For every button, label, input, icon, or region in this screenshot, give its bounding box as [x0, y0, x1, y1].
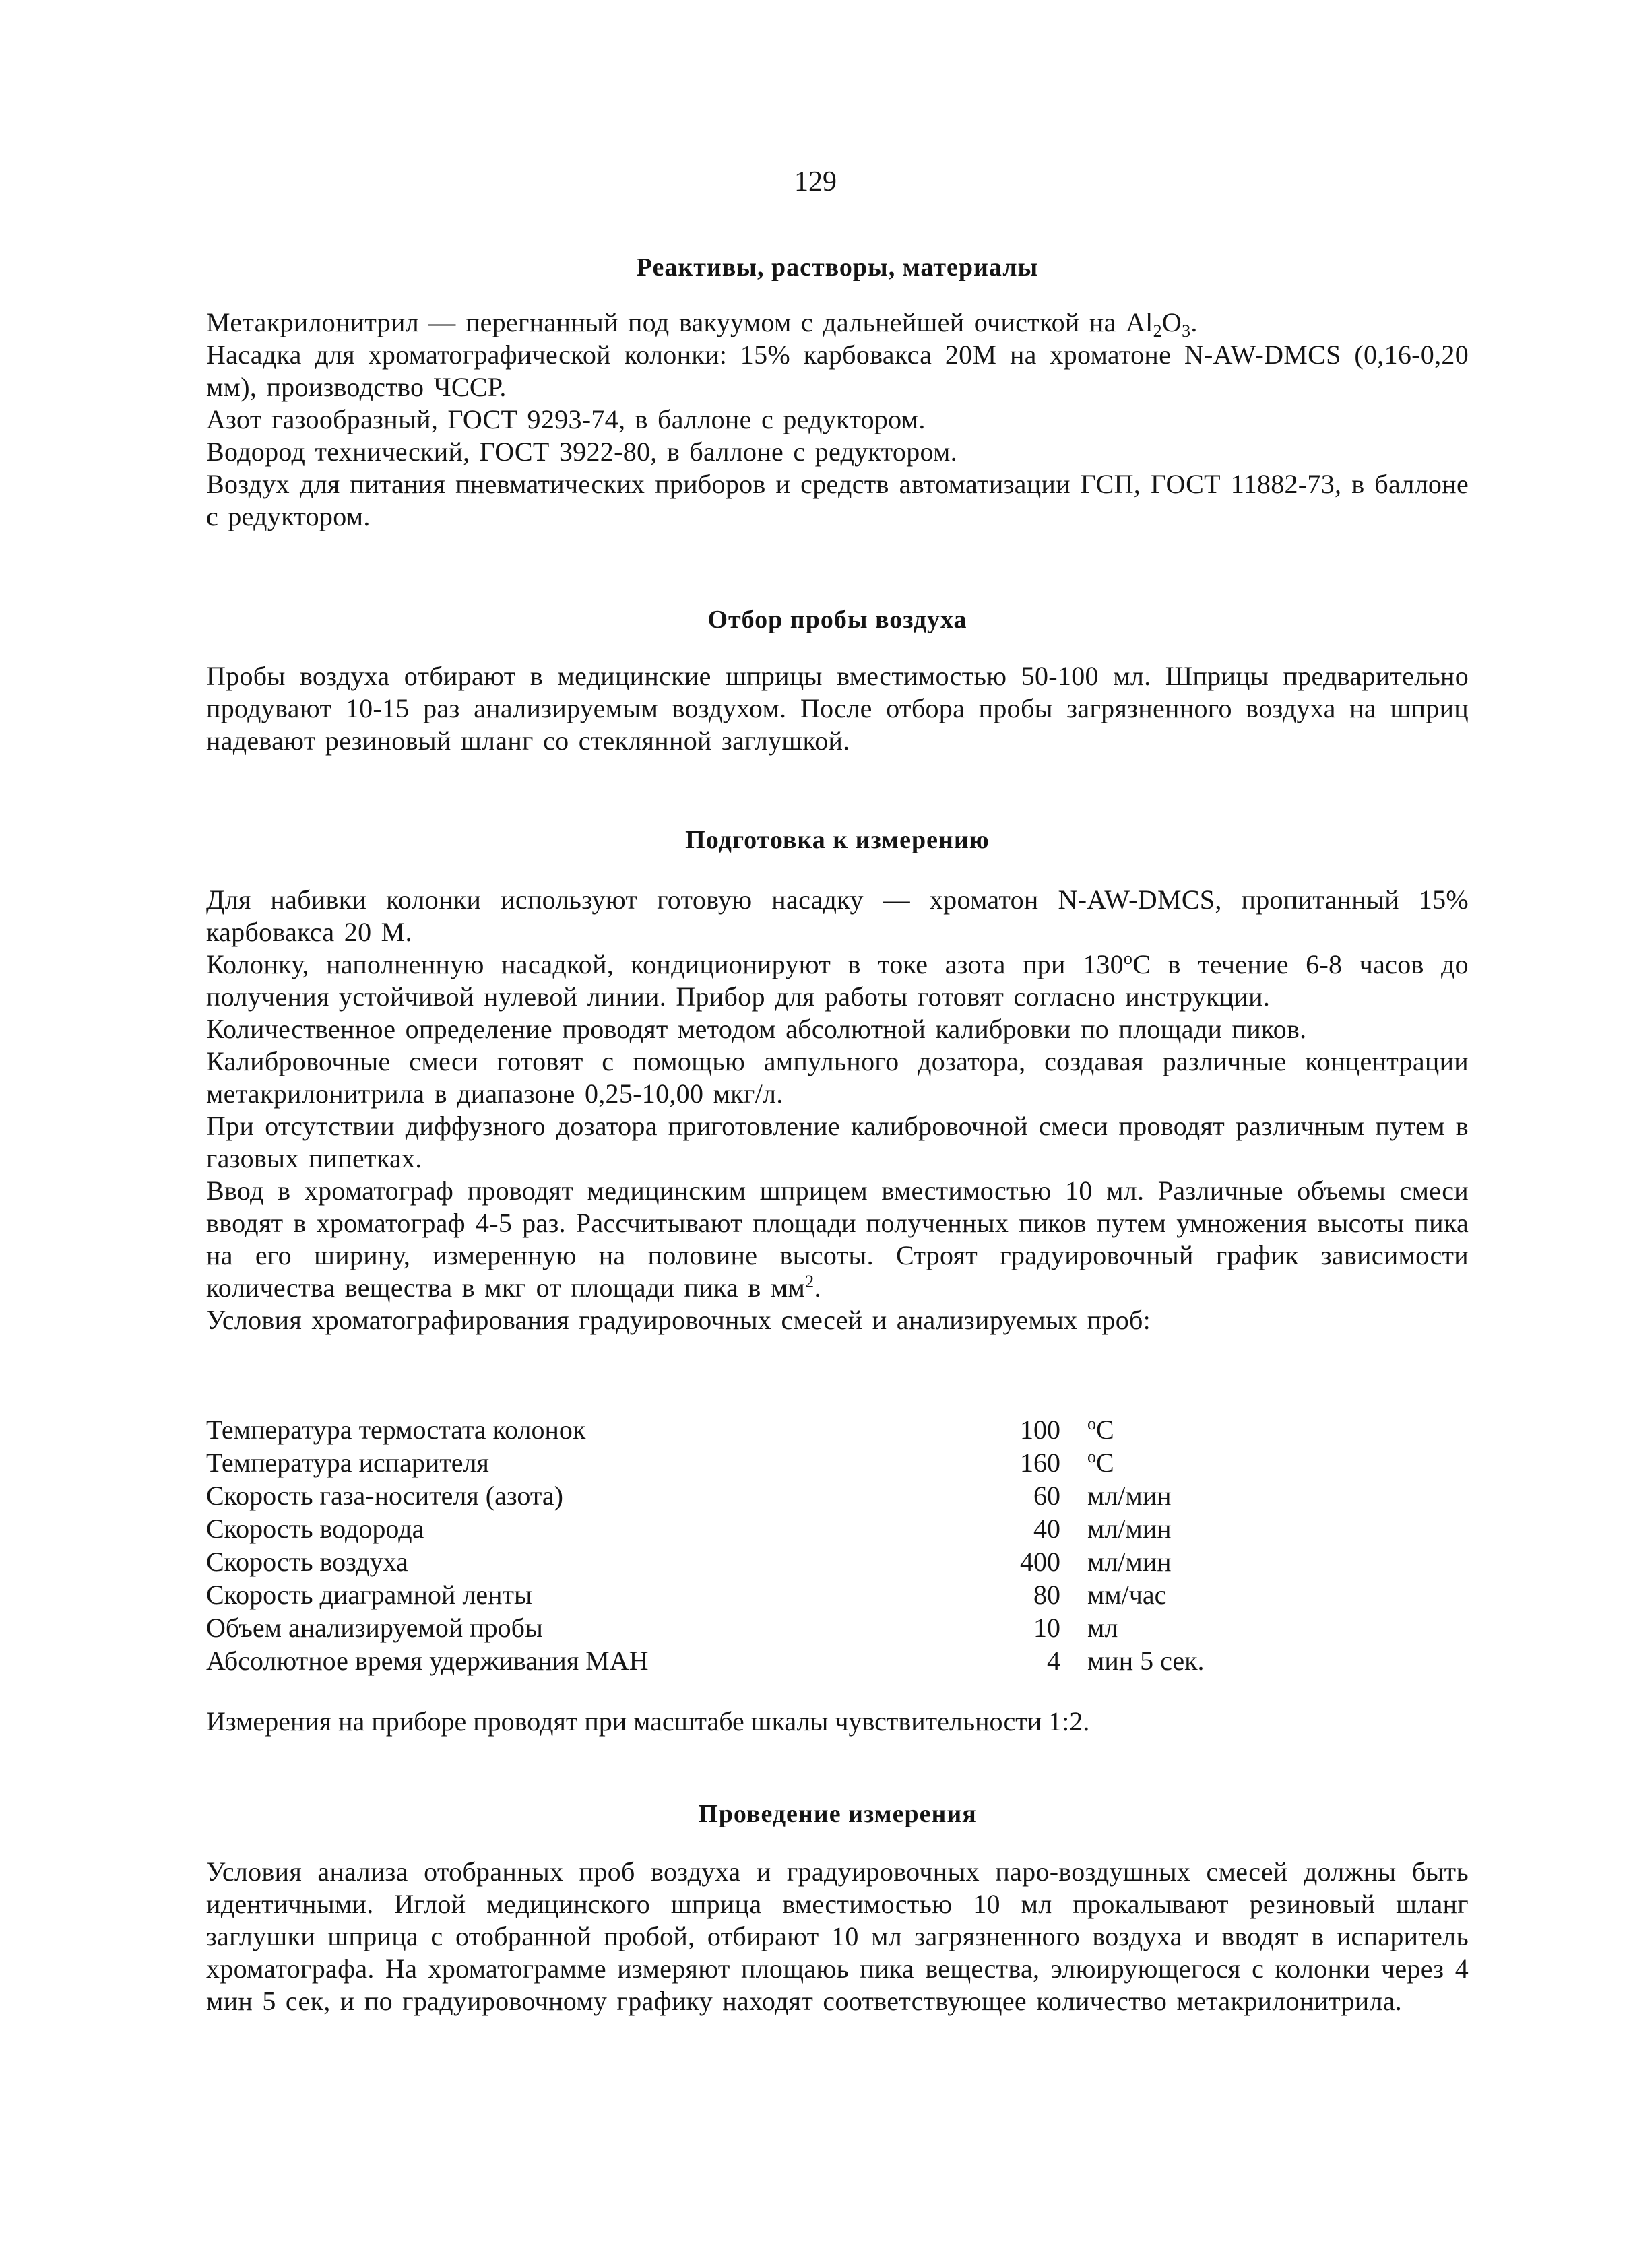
condition-value: 4 [1047, 1646, 1060, 1676]
preparation-text: С в течение 6-8 часов до получения устойчивой нулевой линии. Прибор для работы готовят согласно инструкции. [206, 949, 1469, 1012]
condition-unit: С [1096, 1415, 1114, 1445]
condition-name: Скорость водорода [206, 1514, 424, 1544]
preparation-text: Колонку, наполненную насадкой, кондиционируют в токе азота при 130 [206, 949, 1124, 979]
condition-unit-cell [1087, 1512, 1324, 1545]
page-number: 129 [794, 166, 837, 197]
sensitivity-note: Измерения на приборе проводят при масштабе шкалы чувствительности 1:2. [206, 1706, 1090, 1737]
condition-unit-cell [1087, 1545, 1324, 1578]
subscript: 3 [1182, 321, 1191, 341]
condition-unit-cell [1087, 1413, 1324, 1446]
reagent-paragraph [206, 306, 1469, 339]
reagent-text: . [1190, 307, 1198, 337]
condition-unit: мин 5 сек. [1087, 1646, 1205, 1676]
reagent-paragraph: Азот газообразный, ГОСТ 9293-74, в баллоне с редуктором. [206, 404, 926, 434]
preparation-paragraph: Калибровочные смеси готовят с помощью ампульного дозатора, создавая различные концентрации метакрилонитрила в диапазоне 0,25-10,00 мкг/л. [206, 1046, 1469, 1109]
reagents-paragraphs [206, 306, 1469, 533]
conditions-table-body [206, 1413, 1324, 1677]
condition-row [206, 1578, 1324, 1611]
condition-unit: мл/мин [1087, 1514, 1172, 1544]
condition-value: 40 [1033, 1514, 1060, 1544]
preparation-paragraphs [206, 884, 1469, 1336]
preparation-paragraph: Условия хроматографирования градуировочных смесей и анализируемых проб: [206, 1305, 1151, 1335]
condition-unit: мл [1087, 1613, 1118, 1643]
preparation-paragraph: Количественное определение проводят методом абсолютной калибровки по площади пиков. [206, 1014, 1307, 1044]
condition-value: 160 [1020, 1448, 1060, 1478]
condition-value: 400 [1020, 1547, 1060, 1577]
condition-unit: мм/час [1087, 1580, 1167, 1610]
reagent-paragraph: Водород технический, ГОСТ 3922-80, в баллоне с редуктором. [206, 436, 957, 467]
condition-row [206, 1512, 1324, 1545]
section-measurement [206, 1797, 1469, 1831]
sampling-paragraph: Пробы воздуха отбирают в медицинские шприцы вместимостью 50-100 мл. Шприцы предварительно продувают 10-15 раз анализируемым воздухом. После отбора пробы загрязненного воздуха на шприц надевают резиновый шланг со стеклянной заглушкой. [206, 661, 1469, 756]
condition-row [206, 1545, 1324, 1578]
preparation-paragraph: Для набивки колонки используют готовую насадку — хроматон N-AW-DMCS, пропитанный 15% карбовакса 20 М. [206, 884, 1469, 947]
condition-unit: С [1096, 1448, 1114, 1478]
reagent-paragraph: Насадка для хроматографической колонки: 15% карбовакса 20М на хроматоне N-AW-DMCS (0,16-0,20 мм), производство ЧССР. [206, 339, 1469, 402]
condition-unit-cell [1087, 1611, 1324, 1644]
condition-name: Скорость диаграмной ленты [206, 1580, 532, 1610]
preparation-paragraph [206, 1175, 1469, 1304]
reagent-text: Метакрилонитрил — перегнанный под вакуумом с дальнейшей очисткой на Al [206, 307, 1153, 337]
subscript: 2 [1153, 321, 1162, 341]
condition-row [206, 1479, 1324, 1512]
section-title-reagents: Реактивы, растворы, материалы [636, 253, 1039, 282]
section-title-measurement: Проведение измерения [698, 1800, 977, 1828]
condition-row [206, 1611, 1324, 1644]
section-title-sampling: Отбор пробы воздуха [707, 606, 967, 634]
condition-unit-cell [1087, 1479, 1324, 1512]
section-preparation [206, 823, 1469, 857]
condition-row [206, 1644, 1324, 1677]
reagent-text: O [1161, 307, 1182, 337]
condition-row [206, 1446, 1324, 1479]
measurement-paragraphs [206, 1856, 1469, 2017]
preparation-paragraph: При отсутствии диффузного дозатора приготовление калибровочной смеси проводят различным путем в газовых пипетках. [206, 1111, 1469, 1173]
condition-unit-cell [1087, 1644, 1324, 1677]
condition-name: Температура термостата колонок [206, 1415, 586, 1445]
condition-unit: мл/мин [1087, 1547, 1172, 1577]
section-title-preparation: Подготовка к измерению [685, 826, 990, 854]
degree-superscript: о [1087, 1414, 1096, 1433]
condition-value: 10 [1033, 1613, 1060, 1643]
preparation-text: . [814, 1272, 821, 1303]
condition-name: Скорость воздуха [206, 1547, 408, 1577]
condition-name: Объем анализируемой пробы [206, 1613, 543, 1643]
condition-value: 100 [1020, 1415, 1060, 1445]
section-sampling [206, 603, 1469, 637]
condition-name: Скорость газа-носителя (азота) [206, 1481, 563, 1511]
condition-name: Температура испарителя [206, 1448, 489, 1478]
preparation-paragraph [206, 948, 1469, 1013]
section-reagents [206, 251, 1469, 284]
condition-name: Абсолютное время удерживания МАН [206, 1646, 649, 1676]
conditions-table [206, 1413, 1324, 1677]
condition-unit-cell [1087, 1446, 1324, 1479]
condition-unit: мл/мин [1087, 1481, 1172, 1511]
degree-superscript: о [1087, 1447, 1096, 1466]
condition-value: 80 [1033, 1580, 1060, 1610]
condition-value: 60 [1033, 1481, 1060, 1511]
condition-unit-cell [1087, 1578, 1324, 1611]
preparation-text: Ввод в хроматограф проводят медицинским шприцем вместимостью 10 мл. Различные объемы смеси вводят в хроматограф 4-5 раз. Рассчитывают площади полученных пиков путем умножения высоты пика на его ширину, измеренную на половине высоты. Строят градуировочный график зависимости количества вещества в мкг от площади пика в мм [206, 1175, 1469, 1303]
reagent-paragraph: Воздух для питания пневматических приборов и средств автоматизации ГСП, ГОСТ 11882-73, в баллоне с редуктором. [206, 469, 1469, 531]
superscript: 2 [805, 1272, 814, 1291]
sampling-paragraphs [206, 660, 1469, 757]
condition-row [206, 1413, 1324, 1446]
measurement-paragraph: Условия анализа отобранных проб воздуха и градуировочных паро-воздушных смесей должны быть идентичными. Иглой медицинского шприца вместимостью 10 мл прокалывают резиновый шланг заглушки шприца с отобранной пробой, отбирают 10 мл загрязненного воздуха и вводят в испаритель хроматографа. На хроматограмме измеряют площаюь пика вещества, элюирующегося с колонки через 4 мин 5 сек, и по градуировочному графику находят соответствующее количество метакрилонитрила. [206, 1856, 1469, 2016]
degree-superscript: о [1123, 948, 1133, 968]
